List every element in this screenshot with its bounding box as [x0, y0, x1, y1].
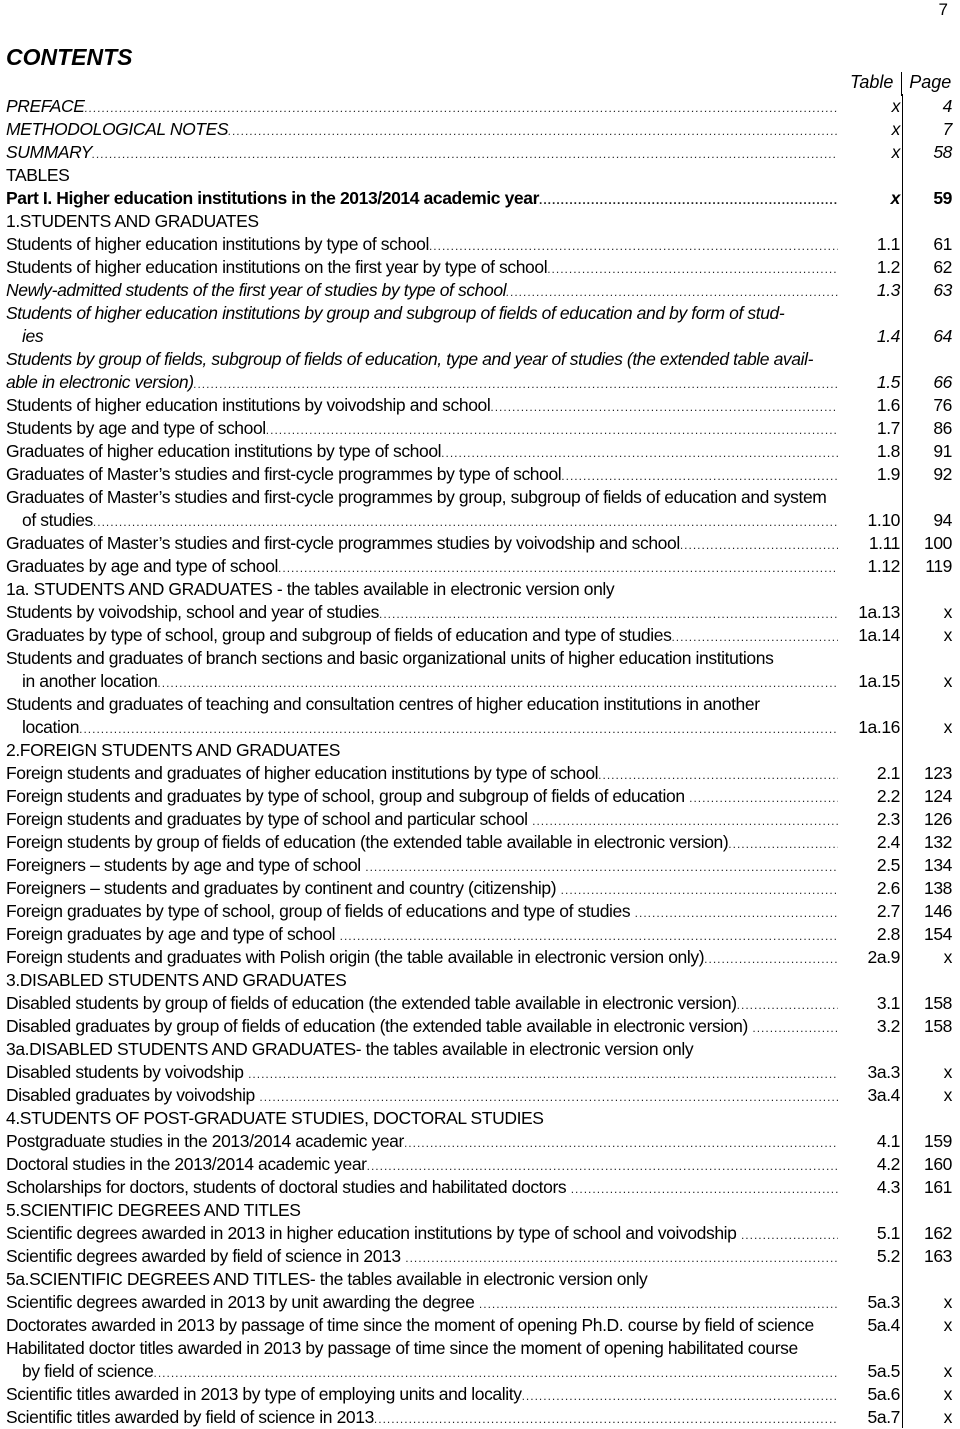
toc-entry-text: Students of higher education institutions by type of school — [6, 234, 429, 254]
toc-entry — [0, 923, 960, 946]
toc-entry-title — [22, 325, 838, 348]
toc-entry-text: Part I. Higher education institutions in the 2013/2014 academic year — [6, 188, 539, 208]
toc-entry-table-number: 1a.14 — [858, 625, 900, 645]
toc-entry — [0, 1222, 960, 1245]
toc-entry-title — [6, 233, 838, 256]
toc-entry-text: Disabled graduates by group of fields of education (the extended table available in electronic version) — [6, 1016, 753, 1036]
toc-entry-page-number: x — [943, 1361, 952, 1381]
toc-entry — [0, 187, 960, 210]
toc-entry-page-number: 123 — [924, 763, 952, 783]
toc-entry-title — [6, 1038, 946, 1061]
dot-leader — [728, 837, 838, 851]
toc-entry-title — [6, 854, 838, 877]
toc-entry-title — [22, 509, 838, 532]
toc-entry-table-number: 1.1 — [876, 234, 900, 254]
toc-entry-page-number: 119 — [925, 556, 952, 576]
toc-entry-text: Graduates by age and type of school — [6, 556, 279, 576]
toc-entry — [0, 877, 960, 900]
toc-entry-page-number: 61 — [933, 234, 952, 254]
toc-entry-title — [6, 164, 946, 187]
toc-entry-text: Disabled students by voivodship — [6, 1062, 249, 1082]
toc-entry — [0, 1268, 960, 1291]
toc-entry-table-number: 1a.13 — [858, 602, 900, 622]
dot-leader — [93, 515, 838, 529]
toc-entry-page-number: x — [943, 1292, 952, 1312]
toc-entry-table-number: 5a.7 — [867, 1407, 900, 1427]
toc-entry-table-number: 1.2 — [876, 257, 900, 277]
toc-entry-page-number: x — [943, 947, 952, 967]
toc-entry-text: Foreign graduates by age and type of school — [6, 924, 340, 944]
toc-entry-table-number: 2a.9 — [867, 947, 900, 967]
toc-entry-title — [6, 831, 838, 854]
toc-entry-title — [6, 1015, 838, 1038]
toc-entry-title — [6, 141, 838, 164]
toc-entry-table-number: 3a.4 — [867, 1085, 900, 1105]
toc-entry-title — [6, 1291, 838, 1314]
toc-entry — [0, 256, 960, 279]
dot-leader — [561, 469, 838, 483]
toc-entry — [0, 1061, 960, 1084]
toc-entry-title — [6, 877, 838, 900]
toc-entry-text: Foreign students and graduates with Polish origin (the table available in electronic version only) — [6, 947, 705, 967]
dot-leader — [689, 791, 838, 805]
toc-entry-title — [6, 1107, 946, 1130]
dot-leader — [539, 193, 838, 207]
toc-entry — [0, 647, 960, 693]
toc-entry-page-number: 132 — [924, 832, 952, 852]
toc-entry-title — [6, 1176, 838, 1199]
toc-entry-title — [6, 808, 838, 831]
toc-entry-text: TABLES — [6, 165, 70, 185]
toc-entry-page-number: 159 — [924, 1131, 952, 1151]
toc-entry-title — [6, 601, 838, 624]
dot-leader — [278, 561, 838, 575]
toc-entry-page-number: 138 — [924, 878, 952, 898]
toc-entry-title — [6, 555, 838, 578]
dot-leader — [532, 814, 838, 828]
toc-entry-title — [6, 1245, 838, 1268]
toc-entry — [0, 164, 960, 187]
toc-entry-table-number: 4.3 — [876, 1177, 900, 1197]
toc-entry-page-number: 7 — [942, 119, 952, 139]
toc-entry-text: Foreign students and graduates by type of school, group and subgroup of fields of education — [6, 786, 690, 806]
toc-entry-page-number: 64 — [933, 326, 952, 346]
toc-entry — [0, 854, 960, 877]
toc-entry — [0, 118, 960, 141]
toc-entry-table-number: 2.5 — [876, 855, 900, 875]
toc-entry-title — [22, 670, 838, 693]
toc-entry-table-number: 4.1 — [876, 1131, 900, 1151]
dot-leader — [571, 1182, 838, 1196]
toc-entry-title — [6, 532, 838, 555]
toc-entry-text: Doctoral studies in the 2013/2014 academic year — [6, 1154, 367, 1174]
toc-entry-page-number: 134 — [924, 855, 952, 875]
dot-leader — [547, 262, 838, 276]
toc-entry-page-number: 94 — [933, 510, 952, 530]
toc-entry-table-number: 2.3 — [876, 809, 900, 829]
dot-leader — [248, 1067, 838, 1081]
toc-entry-title — [6, 1406, 838, 1429]
dot-leader — [404, 1136, 838, 1150]
toc-entry-text: in another location — [22, 671, 158, 691]
toc-entry — [0, 693, 960, 739]
toc-entry-text: Students of higher education institutions by voivodship and school — [6, 395, 491, 415]
toc-entry-title — [6, 923, 838, 946]
toc-entry-text: Disabled graduates by voivodship — [6, 1085, 260, 1105]
toc-entry-table-number: 4.2 — [876, 1154, 900, 1174]
toc-entry-table-number: 1.11 — [868, 533, 900, 553]
dot-leader — [365, 860, 838, 874]
toc-entry-page-number: 124 — [924, 786, 952, 806]
toc-entry — [0, 1199, 960, 1222]
toc-entry — [0, 1245, 960, 1268]
toc-entry-title — [6, 417, 838, 440]
toc-entry-title — [6, 578, 946, 601]
toc-entry-page-number: 76 — [933, 395, 952, 415]
toc-entry — [0, 785, 960, 808]
toc-entry-title — [6, 1268, 946, 1291]
dot-leader — [79, 722, 838, 736]
toc-entry-text: Foreigners – students by age and type of school — [6, 855, 366, 875]
toc-entry-title — [6, 992, 838, 1015]
dot-leader — [266, 423, 838, 437]
toc-entry-title — [6, 256, 838, 279]
toc-entry-page-number: 158 — [924, 1016, 952, 1036]
toc-entry-text: Scientific degrees awarded in 2013 in higher education institutions by type of school and voivodship — [6, 1223, 741, 1243]
toc-entry-text: METHODOLOGICAL NOTES — [6, 119, 229, 139]
toc-entry-page-number: 91 — [933, 441, 952, 461]
toc-entry-table-number: 2.8 — [876, 924, 900, 944]
dot-leader — [671, 630, 838, 644]
toc-entry — [0, 946, 960, 969]
toc-entry-title — [6, 1061, 838, 1084]
toc-entry-text: Scientific degrees awarded in 2013 by unit awarding the degree — [6, 1292, 479, 1312]
toc-entry — [0, 1406, 960, 1429]
toc-entry-text: 4.STUDENTS OF POST-GRADUATE STUDIES, DOCTORAL STUDIES — [6, 1108, 544, 1128]
toc-entry-table-number: x — [891, 96, 900, 116]
toc-entry-text: Scientific titles awarded in 2013 by type of employing units and locality — [6, 1384, 522, 1404]
toc-entry-text: Newly-admitted students of the first year of studies by type of school — [6, 280, 507, 300]
toc-entry — [0, 440, 960, 463]
toc-entry-table-number: 5a.4 — [867, 1315, 900, 1335]
toc-entry — [0, 279, 960, 302]
toc-entry-title — [22, 1360, 838, 1383]
toc-entry — [0, 1038, 960, 1061]
toc-entry-title — [6, 210, 946, 233]
toc-entry-title — [6, 463, 838, 486]
toc-entry-title-line1: Students and graduates of branch sections and basic organizational units of higher education institutions — [6, 648, 774, 668]
toc-entry — [0, 1383, 960, 1406]
dot-leader — [405, 1251, 838, 1265]
toc-entry-text: Students by age and type of school — [6, 418, 266, 438]
toc-entry-table-number: x — [891, 142, 900, 162]
toc-entry — [0, 233, 960, 256]
dot-leader — [367, 1159, 838, 1173]
toc-entry — [0, 739, 960, 762]
toc-entry-title — [6, 187, 838, 210]
toc-entry-table-number: 3.1 — [876, 993, 900, 1013]
toc-entry-text: 1a. STUDENTS AND GRADUATES - the tables available in electronic version only — [6, 579, 615, 599]
toc-entry-table-number: 2.7 — [876, 901, 900, 921]
toc-entry-text: able in electronic version) — [6, 372, 194, 392]
toc-entry-title — [6, 785, 838, 808]
toc-entry-title-line1: Students and graduates of teaching and consultation centres of higher education institutions in another — [6, 694, 760, 714]
dot-leader — [154, 1366, 838, 1380]
dot-leader — [704, 952, 838, 966]
toc-entry-page-number: 63 — [933, 280, 952, 300]
toc-entry — [0, 95, 960, 118]
toc-entry-table-number: 5.2 — [876, 1246, 900, 1266]
toc-entry — [0, 394, 960, 417]
column-header-table: Table — [842, 72, 902, 96]
toc-entry-page-number: 62 — [933, 257, 952, 277]
toc-entry-table-number: 1a.15 — [858, 671, 900, 691]
toc-entry-page-number: 126 — [924, 809, 952, 829]
toc-entry-page-number: 161 — [924, 1177, 952, 1197]
toc-entry-title — [6, 1153, 838, 1176]
toc-entry-title — [6, 739, 946, 762]
toc-entry-page-number: x — [943, 602, 952, 622]
toc-entry-table-number: 5.1 — [876, 1223, 900, 1243]
toc-entry-table-number: 2.2 — [876, 786, 900, 806]
toc-entry-table-number: 1.3 — [876, 280, 900, 300]
toc-entry-text: of studies — [22, 510, 93, 530]
toc-entry — [0, 348, 960, 394]
toc-list — [0, 95, 960, 1429]
page-number: 7 — [938, 0, 948, 19]
dot-leader — [741, 1228, 838, 1242]
toc-entry-text: Scientific titles awarded by field of science in 2013 — [6, 1407, 374, 1427]
toc-entry-title-line1: Students by group of fields, subgroup of fields of education, type and year of studies (the extended table avail- — [6, 349, 814, 369]
dot-leader — [737, 998, 838, 1012]
toc-entry-text: Foreign students by group of fields of education (the extended table available in electronic version) — [6, 832, 729, 852]
toc-entry-table-number: 2.4 — [876, 832, 900, 852]
dot-leader — [680, 538, 838, 552]
toc-entry-title — [6, 394, 838, 417]
toc-entry — [0, 1153, 960, 1176]
toc-entry-table-number: x — [891, 119, 900, 139]
dot-leader — [259, 1090, 838, 1104]
toc-entry — [0, 463, 960, 486]
toc-entry — [0, 624, 960, 647]
toc-entry — [0, 486, 960, 532]
toc-entry — [0, 302, 960, 348]
toc-entry-title — [6, 969, 946, 992]
toc-entry — [0, 601, 960, 624]
toc-entry-text: SUMMARY — [6, 142, 92, 162]
toc-entry-title — [6, 624, 838, 647]
toc-entry-title — [6, 371, 838, 394]
toc-entry — [0, 1291, 960, 1314]
toc-entry-page-number: 154 — [924, 924, 952, 944]
toc-entry-text: Graduates by type of school, group and subgroup of fields of education and type of studies — [6, 625, 672, 645]
toc-entry — [0, 831, 960, 854]
toc-entry-text: Disabled students by group of fields of education (the extended table available in electronic version) — [6, 993, 737, 1013]
toc-entry-table-number: 1a.16 — [858, 717, 900, 737]
toc-entry-page-number: x — [943, 671, 952, 691]
toc-entry-title — [6, 279, 838, 302]
toc-entry-title-line1: Students of higher education institutions by group and subgroup of fields of education and by form of stud- — [6, 303, 785, 323]
toc-entry — [0, 1084, 960, 1107]
toc-entry-page-number: 4 — [942, 96, 952, 116]
toc-entry-page-number: 59 — [933, 188, 952, 208]
toc-entry — [0, 992, 960, 1015]
toc-entry — [0, 969, 960, 992]
toc-entry-table-number: 1.9 — [876, 464, 900, 484]
toc-entry-title — [22, 716, 838, 739]
dot-leader — [752, 1021, 838, 1035]
toc-entry-text: Scientific degrees awarded by field of science in 2013 — [6, 1246, 406, 1266]
toc-entry-table-number: 3a.3 — [867, 1062, 900, 1082]
toc-entry-page-number: x — [943, 1384, 952, 1404]
toc-entry-page-number: x — [943, 1315, 952, 1335]
toc-entry-title — [6, 95, 838, 118]
toc-entry — [0, 1107, 960, 1130]
dot-leader — [92, 147, 838, 161]
toc-entry-page-number: x — [943, 1407, 952, 1427]
toc-entry-text: location — [22, 717, 80, 737]
toc-entry-title — [6, 900, 838, 923]
toc-entry — [0, 808, 960, 831]
toc-entry — [0, 555, 960, 578]
toc-entry-title — [6, 440, 838, 463]
toc-entry-text: 5.SCIENTIFIC DEGREES AND TITLES — [6, 1200, 301, 1220]
toc-entry-table-number: 2.6 — [876, 878, 900, 898]
toc-entry-table-number: 1.6 — [876, 395, 900, 415]
toc-entry-text: Postgraduate studies in the 2013/2014 academic year — [6, 1131, 404, 1151]
dot-leader — [635, 906, 838, 920]
toc-entry — [0, 1130, 960, 1153]
toc-entry — [0, 1314, 960, 1337]
toc-entry-page-number: 100 — [924, 533, 952, 553]
toc-entry-text: 5a.SCIENTIFIC DEGREES AND TITLES- the tables available in electronic version only — [6, 1269, 648, 1289]
toc-entry-table-number: 5a.6 — [867, 1384, 900, 1404]
dot-leader — [522, 1389, 838, 1403]
toc-entry — [0, 417, 960, 440]
dot-leader — [490, 400, 838, 414]
toc-entry-table-number: 5a.3 — [867, 1292, 900, 1312]
dot-leader — [561, 883, 838, 897]
toc-entry-text: Foreign students and graduates by type of school and particular school — [6, 809, 533, 829]
toc-entry-table-number: 1.5 — [876, 372, 900, 392]
toc-entry — [0, 141, 960, 164]
column-header-page: Page — [909, 72, 952, 92]
toc-entry-title — [6, 946, 838, 969]
toc-entry-page-number: 163 — [924, 1246, 952, 1266]
toc-entry-page-number: 66 — [933, 372, 952, 392]
toc-entry-table-number: 1.7 — [876, 418, 900, 438]
toc-entry-text: 2.FOREIGN STUDENTS AND GRADUATES — [6, 740, 341, 760]
dot-leader — [194, 377, 838, 391]
page-title: CONTENTS — [6, 44, 133, 70]
toc-entry-text: Foreign students and graduates of higher education institutions by type of school — [6, 763, 599, 783]
toc-entry-text: Foreigners – students and graduates by continent and country (citizenship) — [6, 878, 561, 898]
toc-entry-page-number: x — [943, 1062, 952, 1082]
toc-entry-table-number: x — [890, 188, 900, 208]
toc-entry-text: 3a.DISABLED STUDENTS AND GRADUATES- the tables available in electronic version only — [6, 1039, 694, 1059]
toc-entry-text: Students of higher education institutions on the first year by type of school — [6, 257, 548, 277]
column-headers — [842, 72, 958, 96]
toc-entry-page-number: x — [943, 717, 952, 737]
toc-entry-title — [6, 1199, 946, 1222]
toc-entry-page-number: 158 — [924, 993, 952, 1013]
toc-entry-page-number: 162 — [924, 1223, 952, 1243]
toc-entry-page-number: x — [943, 625, 952, 645]
toc-entry-page-number: 86 — [933, 418, 952, 438]
toc-entry — [0, 1176, 960, 1199]
toc-entry — [0, 210, 960, 233]
toc-entry-page-number: 58 — [933, 142, 952, 162]
dot-leader — [479, 1297, 838, 1311]
dot-leader — [374, 1412, 838, 1426]
toc-entry-table-number: 1.10 — [867, 510, 900, 530]
toc-entry-text: Scholarships for doctors, students of doctoral studies and habilitated doctors — [6, 1177, 571, 1197]
toc-entry-text: PREFACE — [6, 96, 85, 116]
toc-entry — [0, 1015, 960, 1038]
toc-entry-text: by field of science — [22, 1361, 154, 1381]
toc-entry-table-number: 2.1 — [876, 763, 900, 783]
toc-entry-title-line1: Graduates of Master’s studies and first-cycle programmes by group, subgroup of fields of education and system — [6, 487, 827, 507]
toc-entry-table-number: 1.8 — [876, 441, 900, 461]
toc-entry-table-number: 1.12 — [867, 556, 900, 576]
dot-leader — [441, 446, 838, 460]
toc-entry-text: 3.DISABLED STUDENTS AND GRADUATES — [6, 970, 347, 990]
dot-leader — [506, 285, 838, 299]
toc-entry-title — [6, 762, 838, 785]
toc-entry-text: 1.STUDENTS AND GRADUATES — [6, 211, 259, 231]
toc-entry-text: Foreign graduates by type of school, group of fields of educations and type of studies — [6, 901, 635, 921]
toc-entry-title — [6, 1084, 838, 1107]
dot-leader — [598, 768, 838, 782]
toc-entry — [0, 900, 960, 923]
toc-entry-title-line1: Habilitated doctor titles awarded in 2013 by passage of time since the moment of opening habilitated course — [6, 1338, 798, 1358]
toc-entry-text: ies — [22, 326, 44, 346]
toc-entry — [0, 762, 960, 785]
toc-entry-text: Graduates of Master’s studies and first-cycle programmes studies by voivodship and school — [6, 533, 680, 553]
toc-entry-title — [6, 1314, 838, 1337]
dot-leader — [157, 676, 838, 690]
dot-leader — [228, 124, 838, 138]
toc-entry-table-number: 5a.5 — [867, 1361, 900, 1381]
toc-entry-page-number: 92 — [933, 464, 952, 484]
toc-entry — [0, 532, 960, 555]
toc-entry-text: Students by voivodship, school and year of studies — [6, 602, 380, 622]
toc-entry-text: Graduates of higher education institutions by type of school — [6, 441, 442, 461]
toc-entry-text: Graduates of Master’s studies and first-cycle programmes by type of school — [6, 464, 562, 484]
toc-entry-page-number: x — [943, 1085, 952, 1105]
toc-entry-text: Doctorates awarded in 2013 by passage of time since the moment of opening Ph.D. course by field of science — [6, 1315, 814, 1335]
toc-entry-table-number: 3.2 — [876, 1016, 900, 1036]
dot-leader — [379, 607, 838, 621]
toc-entry-title — [6, 1383, 838, 1406]
dot-leader — [85, 101, 838, 115]
toc-entry-table-number: 1.4 — [876, 326, 900, 346]
toc-entry-title — [6, 1130, 838, 1153]
toc-entry-page-number: 146 — [924, 901, 952, 921]
toc-entry — [0, 578, 960, 601]
toc-entry — [0, 1337, 960, 1383]
dot-leader — [340, 929, 838, 943]
dot-leader — [429, 239, 838, 253]
toc-entry-title — [6, 1222, 838, 1245]
toc-entry-page-number: 160 — [924, 1154, 952, 1174]
toc-entry-title — [6, 118, 838, 141]
